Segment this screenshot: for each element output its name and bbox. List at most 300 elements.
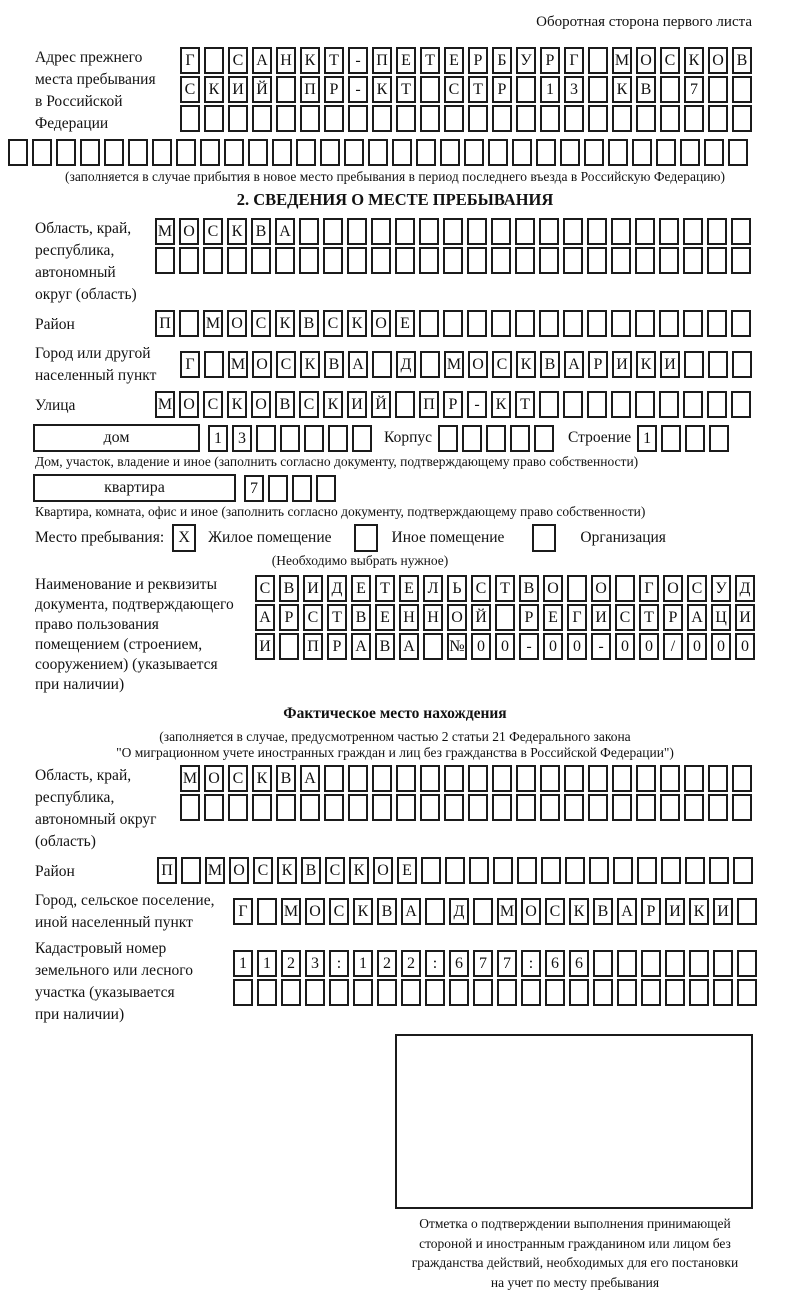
char-cell bbox=[636, 765, 656, 792]
char-cell bbox=[495, 604, 515, 631]
char-cell: С bbox=[255, 575, 275, 602]
char-cell: С bbox=[615, 604, 635, 631]
char-cell bbox=[371, 218, 391, 245]
char-cell bbox=[659, 391, 679, 418]
char-cell bbox=[204, 47, 224, 74]
char-cell bbox=[737, 950, 757, 977]
label-line: Отметка о подтверждении выполнения принимающей bbox=[355, 1214, 795, 1234]
char-cell: Е bbox=[395, 310, 415, 337]
char-cell bbox=[344, 139, 364, 166]
label-line: помещением (строением, bbox=[35, 635, 255, 655]
char-cell: О bbox=[543, 575, 563, 602]
house-note: Дом, участок, владение и иное (заполнить согласно документу, подтверждающему право собственности) bbox=[35, 454, 755, 470]
char-cell bbox=[563, 218, 583, 245]
char-cell bbox=[612, 794, 632, 821]
char-cell: 0 bbox=[471, 633, 491, 660]
char-cell: Й bbox=[371, 391, 391, 418]
char-cell: С bbox=[660, 47, 680, 74]
char-cell bbox=[565, 857, 585, 884]
char-cell bbox=[438, 425, 458, 452]
char-cell bbox=[372, 105, 392, 132]
char-cell: К bbox=[204, 76, 224, 103]
char-cell: С bbox=[276, 351, 296, 378]
char-cell bbox=[689, 950, 709, 977]
char-cell bbox=[281, 979, 301, 1006]
char-cell: А bbox=[401, 898, 421, 925]
apartment-note: Квартира, комната, офис и иное (заполнить согласно документу, подтверждающему право собственности) bbox=[35, 504, 755, 520]
char-cell bbox=[635, 218, 655, 245]
char-cell bbox=[300, 105, 320, 132]
char-cell bbox=[684, 765, 704, 792]
char-cell bbox=[444, 105, 464, 132]
char-cell bbox=[512, 139, 532, 166]
char-cell bbox=[636, 105, 656, 132]
char-cell bbox=[641, 979, 661, 1006]
char-cell: Т bbox=[515, 391, 535, 418]
char-cell: О bbox=[371, 310, 391, 337]
char-cell: 0 bbox=[735, 633, 755, 660]
char-cell: Й bbox=[252, 76, 272, 103]
char-cell bbox=[179, 247, 199, 274]
char-cell: Р bbox=[327, 633, 347, 660]
city2-row bbox=[35, 890, 755, 934]
char-cell bbox=[515, 247, 535, 274]
char-cell: Г bbox=[639, 575, 659, 602]
char-cell bbox=[420, 794, 440, 821]
char-cell bbox=[488, 139, 508, 166]
char-cell bbox=[352, 425, 372, 452]
char-cell: В bbox=[540, 351, 560, 378]
label-line: иной населенный пункт bbox=[35, 912, 233, 934]
char-cell bbox=[276, 105, 296, 132]
char-cell: О bbox=[227, 310, 247, 337]
char-cell bbox=[708, 765, 728, 792]
label-line: Кадастровый номер bbox=[35, 938, 233, 960]
char-cell: И bbox=[713, 898, 733, 925]
char-cell bbox=[617, 979, 637, 1006]
region-label bbox=[35, 218, 155, 306]
char-cell: Е bbox=[396, 47, 416, 74]
char-cell bbox=[684, 794, 704, 821]
char-cell bbox=[396, 765, 416, 792]
char-cell: М bbox=[497, 898, 517, 925]
char-cell bbox=[353, 979, 373, 1006]
char-cell bbox=[539, 391, 559, 418]
district2-row bbox=[35, 857, 755, 886]
stay-option-other-checkbox bbox=[354, 524, 378, 552]
char-cell bbox=[491, 310, 511, 337]
char-cell bbox=[515, 218, 535, 245]
char-cell bbox=[516, 794, 536, 821]
region2-row bbox=[35, 765, 755, 853]
char-cell: П bbox=[303, 633, 323, 660]
char-cell bbox=[323, 247, 343, 274]
char-cell bbox=[588, 47, 608, 74]
char-cell bbox=[419, 247, 439, 274]
district2-label: Район bbox=[35, 861, 157, 883]
char-cell: И bbox=[255, 633, 275, 660]
label-line: сооружением) (указывается bbox=[35, 655, 255, 675]
char-cell: П bbox=[300, 76, 320, 103]
char-cell: О bbox=[229, 857, 249, 884]
char-cell bbox=[608, 139, 628, 166]
char-cell: В bbox=[324, 351, 344, 378]
char-cell: - bbox=[467, 391, 487, 418]
char-cell bbox=[233, 979, 253, 1006]
char-cell bbox=[324, 765, 344, 792]
char-cell bbox=[713, 950, 733, 977]
char-cell bbox=[615, 575, 635, 602]
char-cell bbox=[420, 765, 440, 792]
char-cell bbox=[540, 105, 560, 132]
char-cell bbox=[296, 139, 316, 166]
label-line: Наименование и реквизиты bbox=[35, 575, 255, 595]
char-cell bbox=[8, 139, 28, 166]
char-cell: О bbox=[447, 604, 467, 631]
char-cell bbox=[617, 950, 637, 977]
char-cell: Ь bbox=[447, 575, 467, 602]
char-cell bbox=[540, 765, 560, 792]
stay-option-other-label: Иное помещение bbox=[392, 524, 505, 552]
char-cell bbox=[587, 247, 607, 274]
char-cell: 3 bbox=[564, 76, 584, 103]
char-cell: М bbox=[155, 391, 175, 418]
char-cell bbox=[632, 139, 652, 166]
char-cell bbox=[491, 247, 511, 274]
char-cell bbox=[659, 247, 679, 274]
char-cell bbox=[348, 794, 368, 821]
char-cell bbox=[534, 425, 554, 452]
char-cell bbox=[545, 979, 565, 1006]
prev-address-boxes bbox=[180, 47, 752, 134]
char-cell: Т bbox=[468, 76, 488, 103]
char-cell: О bbox=[305, 898, 325, 925]
char-cell bbox=[683, 218, 703, 245]
char-cell: О bbox=[179, 391, 199, 418]
char-cell: О bbox=[591, 575, 611, 602]
char-cell bbox=[521, 979, 541, 1006]
char-cell bbox=[462, 425, 482, 452]
char-cell: С bbox=[303, 604, 323, 631]
stay-option-organization-label: Организация bbox=[580, 524, 666, 552]
char-cell bbox=[128, 139, 148, 166]
char-cell bbox=[228, 105, 248, 132]
char-cell: 2 bbox=[377, 950, 397, 977]
stamp-box bbox=[395, 1034, 753, 1209]
char-cell: Н bbox=[276, 47, 296, 74]
stay-type-row bbox=[35, 524, 755, 552]
char-cell bbox=[368, 139, 388, 166]
char-cell bbox=[396, 105, 416, 132]
document-boxes bbox=[255, 575, 755, 662]
char-cell: К bbox=[252, 765, 272, 792]
char-cell bbox=[104, 139, 124, 166]
char-cell: С bbox=[203, 218, 223, 245]
char-cell bbox=[443, 218, 463, 245]
char-cell bbox=[320, 139, 340, 166]
char-cell: : bbox=[329, 950, 349, 977]
char-cell: И bbox=[347, 391, 367, 418]
char-row bbox=[180, 76, 752, 103]
char-cell bbox=[464, 139, 484, 166]
char-cell bbox=[685, 857, 705, 884]
char-cell: Б bbox=[492, 47, 512, 74]
char-cell bbox=[420, 105, 440, 132]
char-cell: Д bbox=[396, 351, 416, 378]
char-cell bbox=[516, 105, 536, 132]
city-row bbox=[35, 343, 755, 387]
cadastre-row bbox=[35, 938, 755, 1026]
char-cell: Г bbox=[233, 898, 253, 925]
char-cell bbox=[276, 794, 296, 821]
char-cell: 1 bbox=[257, 950, 277, 977]
char-row bbox=[255, 575, 755, 602]
stroenie-label: Строение bbox=[568, 424, 631, 452]
document-label bbox=[35, 575, 255, 695]
char-cell bbox=[660, 105, 680, 132]
char-cell: В bbox=[375, 633, 395, 660]
char-cell: Р bbox=[588, 351, 608, 378]
char-cell: А bbox=[348, 351, 368, 378]
char-cell: Г bbox=[180, 47, 200, 74]
char-cell bbox=[299, 218, 319, 245]
char-cell bbox=[252, 105, 272, 132]
char-cell: К bbox=[353, 898, 373, 925]
char-row bbox=[155, 310, 751, 337]
char-row bbox=[155, 218, 751, 245]
char-cell: Д bbox=[327, 575, 347, 602]
char-cell bbox=[299, 247, 319, 274]
char-cell bbox=[449, 979, 469, 1006]
char-cell: К bbox=[275, 310, 295, 337]
char-cell bbox=[371, 247, 391, 274]
char-cell bbox=[588, 794, 608, 821]
label-line: Город или другой bbox=[35, 343, 180, 365]
char-cell bbox=[348, 765, 368, 792]
char-cell: О bbox=[521, 898, 541, 925]
char-cell bbox=[251, 247, 271, 274]
stay-option-residential-label: Жилое помещение bbox=[208, 524, 331, 552]
street-row bbox=[35, 391, 755, 420]
char-cell bbox=[347, 247, 367, 274]
char-cell: О bbox=[179, 218, 199, 245]
char-cell bbox=[707, 247, 727, 274]
char-cell bbox=[468, 765, 488, 792]
house-cells bbox=[208, 425, 372, 452]
char-cell bbox=[564, 765, 584, 792]
char-cell bbox=[539, 218, 559, 245]
char-cell: Г bbox=[180, 351, 200, 378]
prev-address-note: (заполняется в случае прибытия в новое место пребывания в период последнего въезда в Российскую Федерацию) bbox=[35, 169, 755, 185]
char-cell bbox=[392, 139, 412, 166]
char-cell bbox=[395, 247, 415, 274]
char-cell: С bbox=[687, 575, 707, 602]
char-cell: Г bbox=[567, 604, 587, 631]
char-cell: Л bbox=[423, 575, 443, 602]
char-cell bbox=[473, 898, 493, 925]
char-cell bbox=[536, 139, 556, 166]
char-cell: П bbox=[157, 857, 177, 884]
char-cell: С bbox=[325, 857, 345, 884]
char-cell: С bbox=[228, 47, 248, 74]
char-cell bbox=[593, 979, 613, 1006]
char-cell bbox=[584, 139, 604, 166]
apartment-box: квартира bbox=[33, 474, 236, 502]
char-cell bbox=[665, 950, 685, 977]
char-cell: Т bbox=[324, 47, 344, 74]
char-cell: 6 bbox=[569, 950, 589, 977]
char-cell: И bbox=[665, 898, 685, 925]
label-line: гражданства действий, необходимых для его постановки bbox=[355, 1253, 795, 1273]
char-cell: В bbox=[732, 47, 752, 74]
district-label: Район bbox=[35, 314, 155, 336]
char-cell bbox=[635, 310, 655, 337]
char-cell bbox=[732, 794, 752, 821]
char-cell: С bbox=[545, 898, 565, 925]
char-cell bbox=[541, 857, 561, 884]
char-cell: О bbox=[204, 765, 224, 792]
char-cell: Е bbox=[399, 575, 419, 602]
char-cell: А bbox=[351, 633, 371, 660]
char-cell bbox=[419, 218, 439, 245]
char-cell bbox=[587, 310, 607, 337]
char-cell bbox=[420, 351, 440, 378]
char-cell bbox=[316, 475, 336, 502]
char-cell bbox=[611, 218, 631, 245]
char-cell: В bbox=[377, 898, 397, 925]
char-cell bbox=[280, 425, 300, 452]
district-row bbox=[35, 310, 755, 339]
char-cell bbox=[612, 105, 632, 132]
char-cell: К bbox=[227, 218, 247, 245]
char-cell: О bbox=[373, 857, 393, 884]
char-cell: Т bbox=[420, 47, 440, 74]
char-cell: С bbox=[203, 391, 223, 418]
char-cell: В bbox=[519, 575, 539, 602]
char-cell: М bbox=[444, 351, 464, 378]
char-cell bbox=[176, 139, 196, 166]
char-cell bbox=[635, 247, 655, 274]
char-cell: И bbox=[735, 604, 755, 631]
char-cell bbox=[708, 105, 728, 132]
char-cell: О bbox=[251, 391, 271, 418]
char-cell bbox=[372, 794, 392, 821]
char-cell bbox=[611, 391, 631, 418]
char-cell: В bbox=[251, 218, 271, 245]
char-cell bbox=[467, 247, 487, 274]
city-label bbox=[35, 343, 180, 387]
char-cell: Р bbox=[468, 47, 488, 74]
char-cell bbox=[564, 794, 584, 821]
actual-location-title: Фактическое место нахождения bbox=[35, 705, 755, 723]
char-cell: П bbox=[419, 391, 439, 418]
char-cell: Р bbox=[641, 898, 661, 925]
char-cell: / bbox=[663, 633, 683, 660]
char-cell bbox=[567, 575, 587, 602]
char-cell bbox=[656, 139, 676, 166]
char-cell: 0 bbox=[711, 633, 731, 660]
char-cell: : bbox=[425, 950, 445, 977]
char-cell bbox=[659, 218, 679, 245]
char-cell bbox=[324, 794, 344, 821]
label-line: право пользования bbox=[35, 615, 255, 635]
char-cell bbox=[635, 391, 655, 418]
char-cell: 0 bbox=[639, 633, 659, 660]
char-cell bbox=[444, 794, 464, 821]
char-cell: И bbox=[228, 76, 248, 103]
char-cell: С bbox=[329, 898, 349, 925]
char-cell bbox=[689, 979, 709, 1006]
label-line: населенный пункт bbox=[35, 365, 180, 387]
char-cell bbox=[248, 139, 268, 166]
char-cell: 3 bbox=[305, 950, 325, 977]
char-row bbox=[233, 979, 757, 1006]
char-cell bbox=[539, 310, 559, 337]
char-cell: 1 bbox=[353, 950, 373, 977]
char-cell: М bbox=[180, 765, 200, 792]
char-cell: А bbox=[564, 351, 584, 378]
label-line: Федерации bbox=[35, 113, 180, 135]
char-cell: Р bbox=[279, 604, 299, 631]
char-cell: О bbox=[636, 47, 656, 74]
char-cell: А bbox=[300, 765, 320, 792]
label-line: документа, подтверждающего bbox=[35, 595, 255, 615]
char-cell bbox=[731, 247, 751, 274]
char-cell: С bbox=[228, 765, 248, 792]
char-cell bbox=[276, 76, 296, 103]
label-line: в Российской bbox=[35, 91, 180, 113]
char-cell bbox=[493, 857, 513, 884]
stroenie-cells bbox=[637, 425, 729, 452]
label-line: при наличии) bbox=[35, 675, 255, 695]
char-cell: Е bbox=[397, 857, 417, 884]
prev-address-extra-row bbox=[8, 139, 755, 166]
char-cell: М bbox=[203, 310, 223, 337]
char-cell bbox=[467, 310, 487, 337]
char-cell bbox=[732, 76, 752, 103]
char-cell: Е bbox=[375, 604, 395, 631]
cadastre-label bbox=[35, 938, 233, 1026]
char-cell: К bbox=[689, 898, 709, 925]
char-cell: С bbox=[299, 391, 319, 418]
char-cell bbox=[660, 765, 680, 792]
char-cell bbox=[444, 765, 464, 792]
actual-location-note-line1: (заполняется в случае, предусмотренном частью 2 статьи 21 Федерального закона bbox=[35, 729, 755, 745]
char-cell bbox=[497, 979, 517, 1006]
char-cell bbox=[683, 310, 703, 337]
label-line: республика, bbox=[35, 787, 180, 809]
char-cell: В bbox=[279, 575, 299, 602]
label-line: при наличии) bbox=[35, 1004, 233, 1026]
char-cell: - bbox=[591, 633, 611, 660]
char-cell bbox=[560, 139, 580, 166]
region2-label bbox=[35, 765, 180, 853]
label-line: автономный bbox=[35, 262, 155, 284]
char-cell bbox=[707, 391, 727, 418]
char-cell: Ц bbox=[711, 604, 731, 631]
char-cell: Р bbox=[443, 391, 463, 418]
char-cell: М bbox=[281, 898, 301, 925]
char-cell: - bbox=[348, 47, 368, 74]
char-cell: И bbox=[591, 604, 611, 631]
char-cell: О bbox=[663, 575, 683, 602]
char-cell: Д bbox=[449, 898, 469, 925]
char-cell bbox=[665, 979, 685, 1006]
char-cell bbox=[587, 218, 607, 245]
char-cell: 7 bbox=[497, 950, 517, 977]
char-cell bbox=[372, 351, 392, 378]
char-cell bbox=[425, 898, 445, 925]
